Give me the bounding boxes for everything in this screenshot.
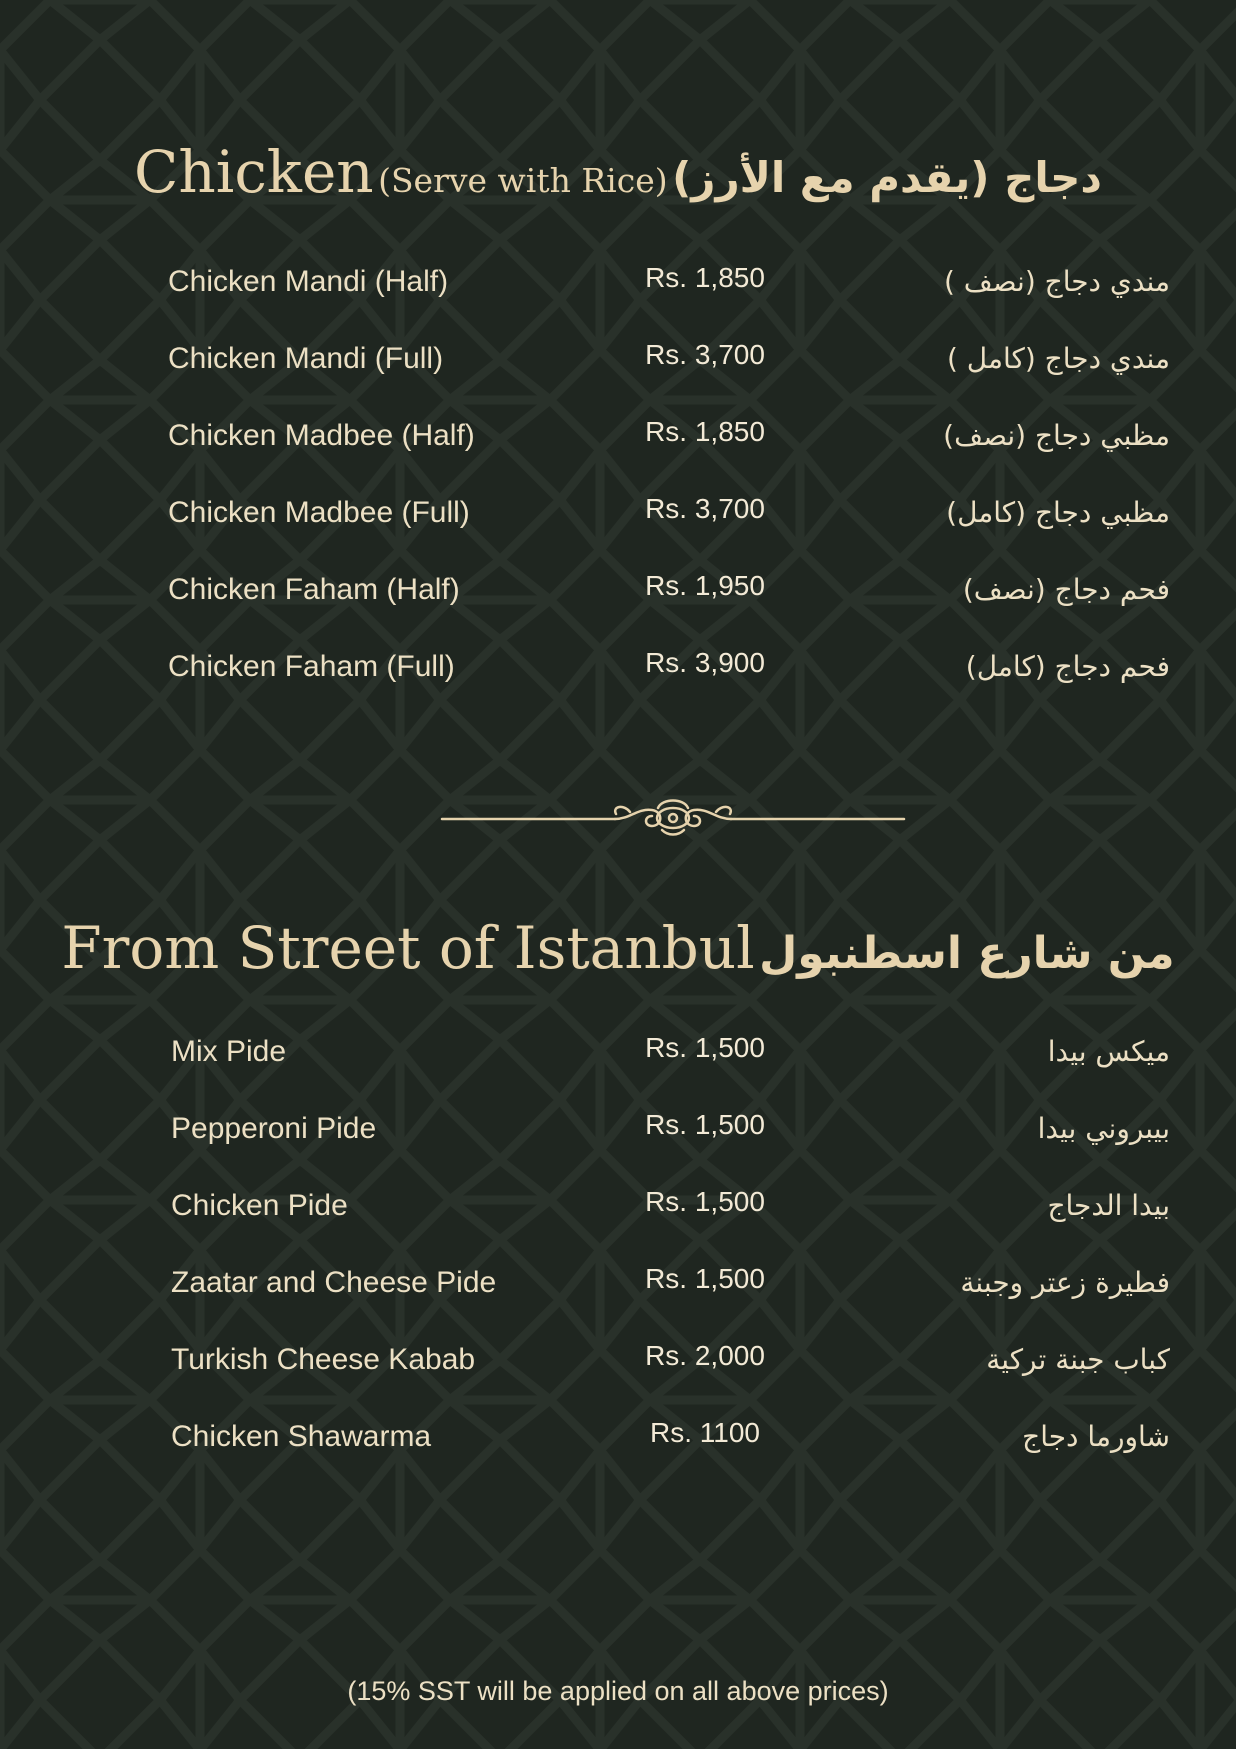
- chicken-menu-list: [0, 262, 1236, 727]
- section-title-sub: (Serve with Rice): [378, 161, 668, 200]
- item-name: Chicken Mandi (Half): [168, 265, 449, 298]
- menu-item: [0, 1263, 1236, 1343]
- item-name-arabic: شاورما دجاج: [1022, 1420, 1170, 1453]
- item-name-arabic: بيدا الدجاج: [1047, 1189, 1170, 1222]
- section-title-main: Chicken: [134, 138, 374, 206]
- section-title-arabic: دجاج (يقدم مع الأرز): [672, 153, 1102, 202]
- menu-item: [0, 339, 1236, 419]
- item-name-arabic: ميكس بيدا: [1047, 1035, 1170, 1068]
- item-name: Chicken Pide: [171, 1189, 348, 1222]
- item-name: Chicken Faham (Half): [168, 573, 460, 606]
- item-name: Zaatar and Cheese Pide: [171, 1266, 497, 1299]
- menu-item: [0, 1417, 1236, 1497]
- item-name-arabic: مظبي دجاج (كامل): [946, 496, 1170, 529]
- item-name: Chicken Mandi (Full): [168, 342, 444, 375]
- item-name: Chicken Madbee (Half): [168, 419, 475, 452]
- item-price: Rs. 1100: [650, 1417, 760, 1448]
- item-name: Pepperoni Pide: [171, 1112, 377, 1145]
- item-name: Chicken Madbee (Full): [168, 496, 470, 529]
- section-title-arabic: من شارع اسطنبول: [759, 928, 1175, 979]
- item-price: Rs. 1,500: [645, 1263, 765, 1294]
- chicken-section-title: [0, 138, 1236, 206]
- item-name: Mix Pide: [171, 1035, 287, 1068]
- menu-item: [0, 570, 1236, 650]
- ornamental-divider: [440, 788, 906, 844]
- menu-item: [0, 262, 1236, 342]
- item-name-arabic: مندي دجاج (نصف ): [943, 265, 1170, 298]
- istanbul-menu-list: [0, 1032, 1236, 1497]
- item-name-arabic: فطيرة زعتر وجبنة: [960, 1266, 1170, 1299]
- item-name-arabic: فحم دجاج (نصف): [962, 573, 1170, 606]
- item-price: Rs. 1,500: [645, 1109, 765, 1140]
- menu-item: [0, 1186, 1236, 1266]
- item-name-arabic: كباب جبنة تركية: [986, 1343, 1170, 1376]
- istanbul-section-title: [0, 914, 1236, 982]
- item-price: Rs. 1,500: [645, 1032, 765, 1063]
- item-name-arabic: مظبي دجاج (نصف): [943, 419, 1170, 452]
- item-name: Chicken Shawarma: [171, 1420, 432, 1453]
- item-price: Rs. 1,850: [645, 262, 765, 293]
- menu-item: [0, 647, 1236, 727]
- menu-item: [0, 1340, 1236, 1420]
- item-price: Rs. 2,000: [645, 1340, 765, 1371]
- menu-item: [0, 416, 1236, 496]
- item-name-arabic: فحم دجاج (كامل): [965, 650, 1170, 683]
- item-name-arabic: بيبروني بيدا: [1037, 1112, 1170, 1145]
- menu-item: [0, 493, 1236, 573]
- item-name: Chicken Faham (Full): [168, 650, 455, 683]
- tax-footnote: (15% SST will be applied on all above prices): [347, 1676, 889, 1706]
- item-name-arabic: مندي دجاج (كامل ): [946, 342, 1170, 375]
- item-price: Rs. 3,900: [645, 647, 765, 678]
- item-price: Rs. 1,850: [645, 416, 765, 447]
- item-price: Rs. 1,950: [645, 570, 765, 601]
- item-price: Rs. 3,700: [645, 493, 765, 524]
- item-name: Turkish Cheese Kabab: [171, 1343, 476, 1376]
- menu-item: [0, 1109, 1236, 1189]
- item-price: Rs. 3,700: [645, 339, 765, 370]
- section-title-main: From Street of Istanbul: [61, 914, 755, 982]
- menu-item: [0, 1032, 1236, 1112]
- item-price: Rs. 1,500: [645, 1186, 765, 1217]
